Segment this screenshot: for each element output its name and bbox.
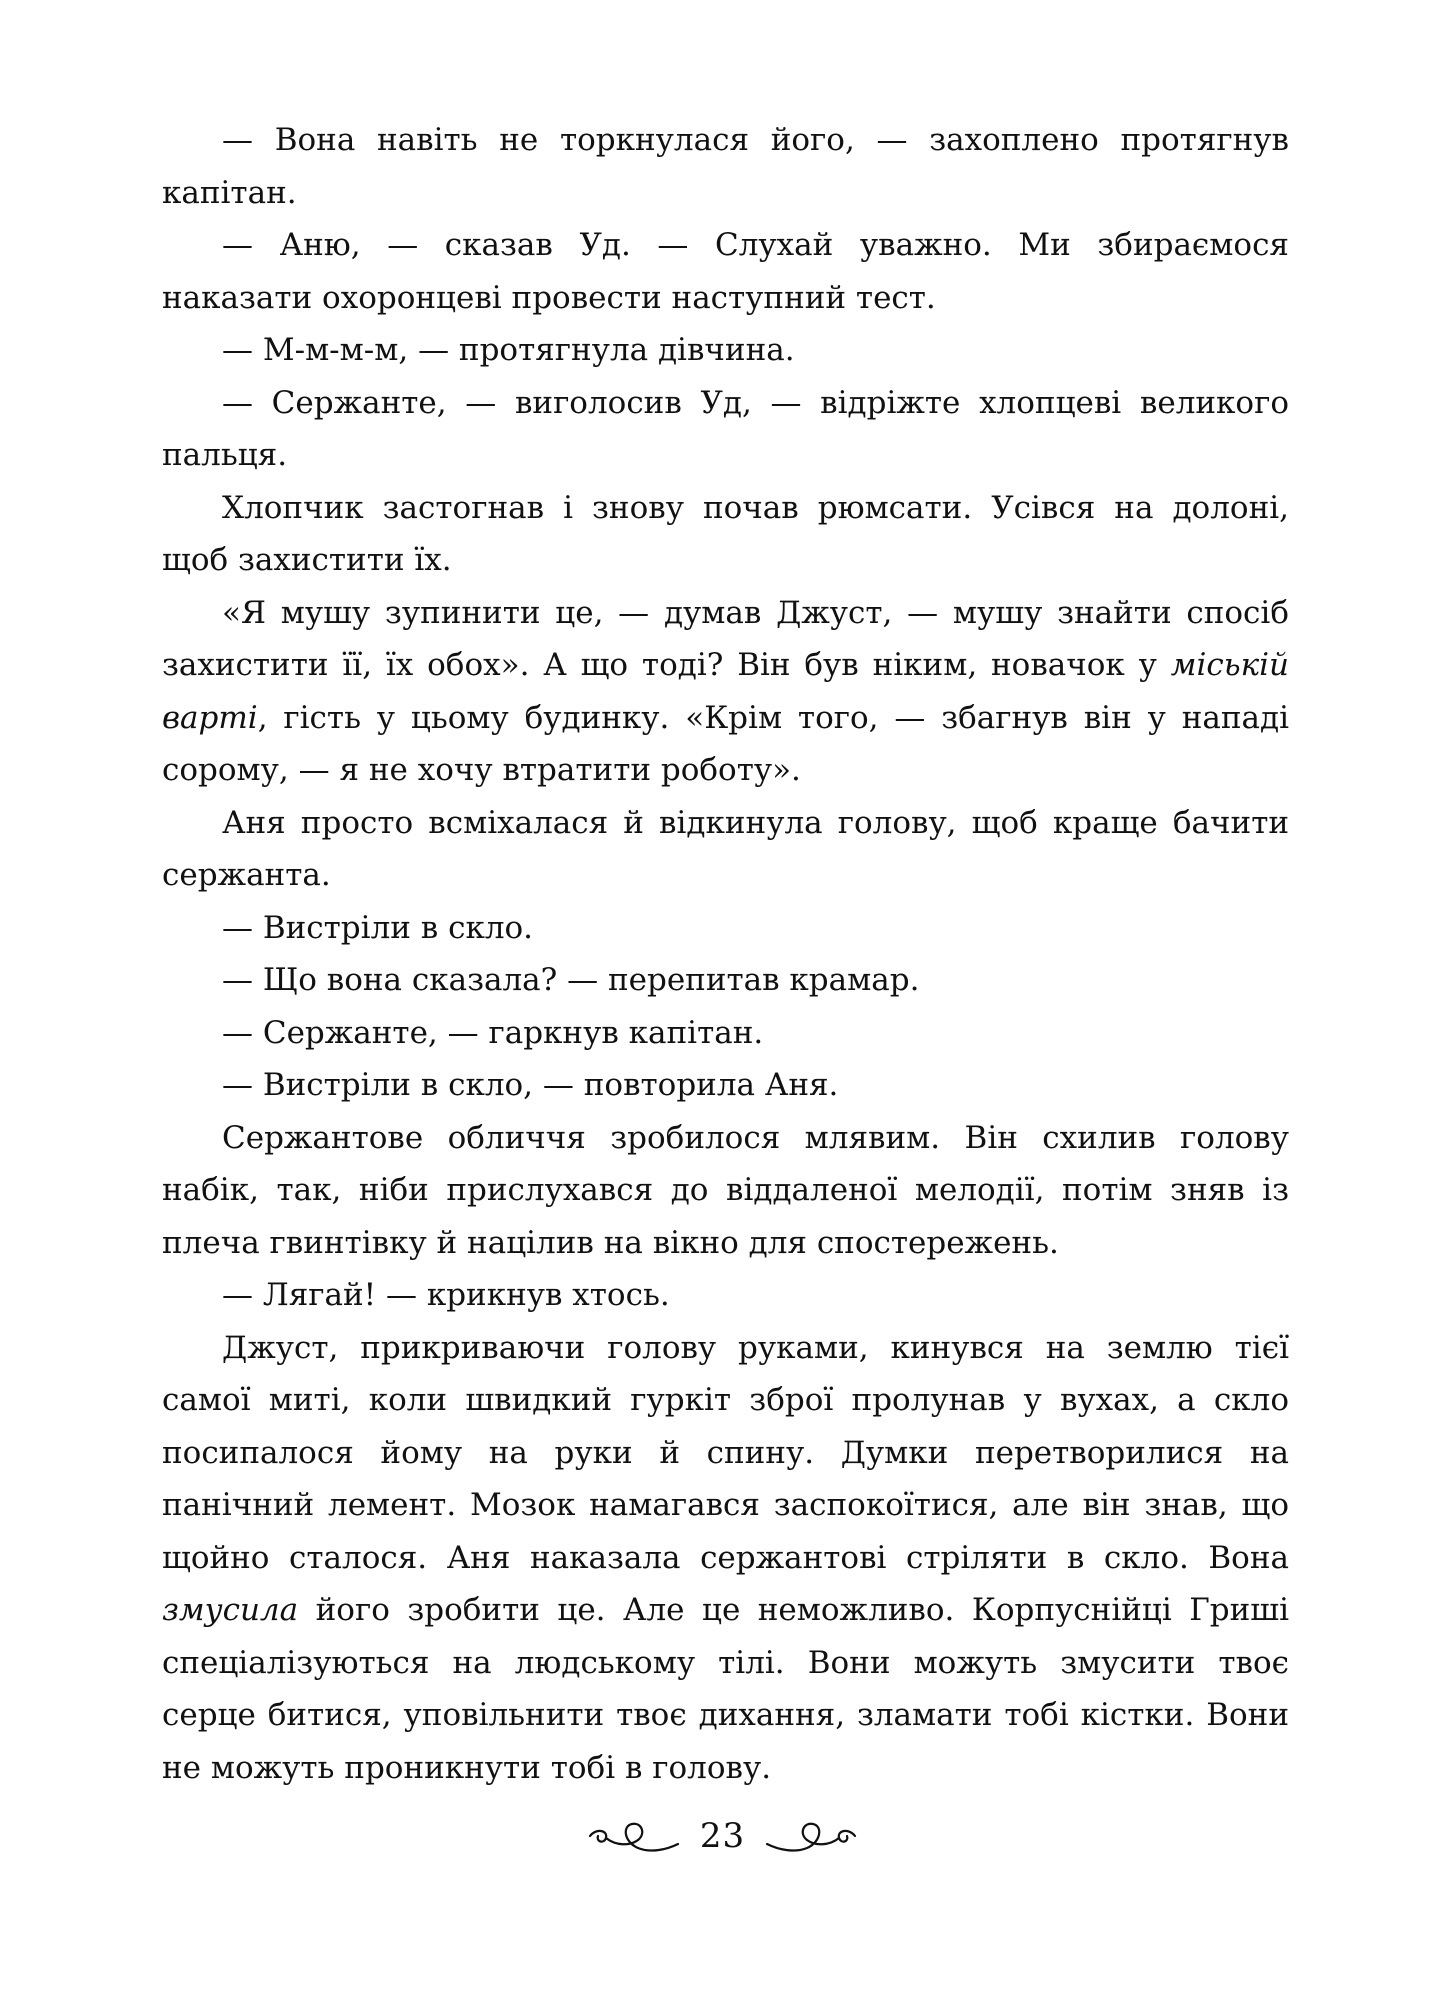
paragraph-6 bbox=[162, 587, 1289, 797]
paragraph-6-text-before: «Я мушу зупинити це, — думав Джуст, — мушу знайти спосіб захистити її, їх обох». А що тоді? Він був ніким, новачок у bbox=[162, 594, 1289, 683]
page-footer bbox=[0, 1806, 1445, 1866]
flourish-right-icon bbox=[763, 1816, 859, 1856]
paragraph-11: — Вистріли в скло, — повторила Аня. bbox=[222, 1067, 839, 1103]
paragraph-6-text-after: , гість у цьому будинку. «Крім того, — збагнув він у нападі сорому, — я не хочу втратити роботу». bbox=[162, 699, 1289, 788]
paragraph-5: Хлопчик застогнав і знову почав рюмсати. Усівся на долоні, щоб захистити їх. bbox=[162, 489, 1289, 578]
paragraph-7: Аня просто всміхалася й відкинула голову, щоб краще бачити сержанта. bbox=[162, 804, 1289, 893]
paragraph-14-text-after: його зробити це. Але це неможливо. Корпуснійці Гриші спеціалізуються на людському тілі. Вони можуть змусити твоє серце битися, уповільнити твоє дихання, зламати тобі кістки. Вони не можуть проникнути тобі в голову. bbox=[162, 1592, 1289, 1786]
paragraph-8: — Вистріли в скло. bbox=[222, 909, 534, 946]
paragraph-10: — Сержанте, — гаркнув капітан. bbox=[222, 1014, 764, 1051]
paragraph-13: — Лягай! — крикнув хтось. bbox=[222, 1277, 670, 1313]
page-body bbox=[162, 114, 1289, 1794]
paragraph-6-italic: міській варті bbox=[162, 647, 1289, 736]
paragraph-2: — Аню, — сказав Уд. — Слухай уважно. Ми збираємося наказати охоронцеві провести наступний тест. bbox=[162, 227, 1289, 316]
paragraph-14 bbox=[162, 1322, 1289, 1795]
page-number: 23 bbox=[699, 1816, 746, 1856]
paragraph-4: — Сержанте, — виголосив Уд, — відріжте хлопцеві великого пальця. bbox=[162, 384, 1289, 473]
paragraph-9: — Що вона сказала? — перепитав крамар. bbox=[222, 962, 920, 998]
paragraph-3: — М-м-м-м, — протягнула дівчина. bbox=[222, 332, 795, 368]
paragraph-1: — Вона навіть не торкнулася його, — захоплено протягнув капітан. bbox=[162, 122, 1289, 211]
flourish-left-icon bbox=[586, 1816, 682, 1856]
paragraph-14-text-before: Джуст, прикриваючи голову руками, кинувся на землю тієї самої миті, коли швидкий гуркіт зброї пролунав у вухах, а скло посипалося йому на руки й спину. Думки перетворилися на панічний лемент. Мозок намагався заспокоїтися, але він знав, що щойно сталося. Аня наказала сержантові стріляти в скло. Вона bbox=[162, 1329, 1289, 1576]
paragraph-12: Сержантове обличчя зробилося млявим. Він схилив голову набік, так, ніби прислухався до віддаленої мелодії, потім зняв із плеча гвинтівку й націлив на вікно для спостережень. bbox=[162, 1119, 1289, 1261]
paragraph-14-italic: змусила bbox=[162, 1592, 299, 1628]
